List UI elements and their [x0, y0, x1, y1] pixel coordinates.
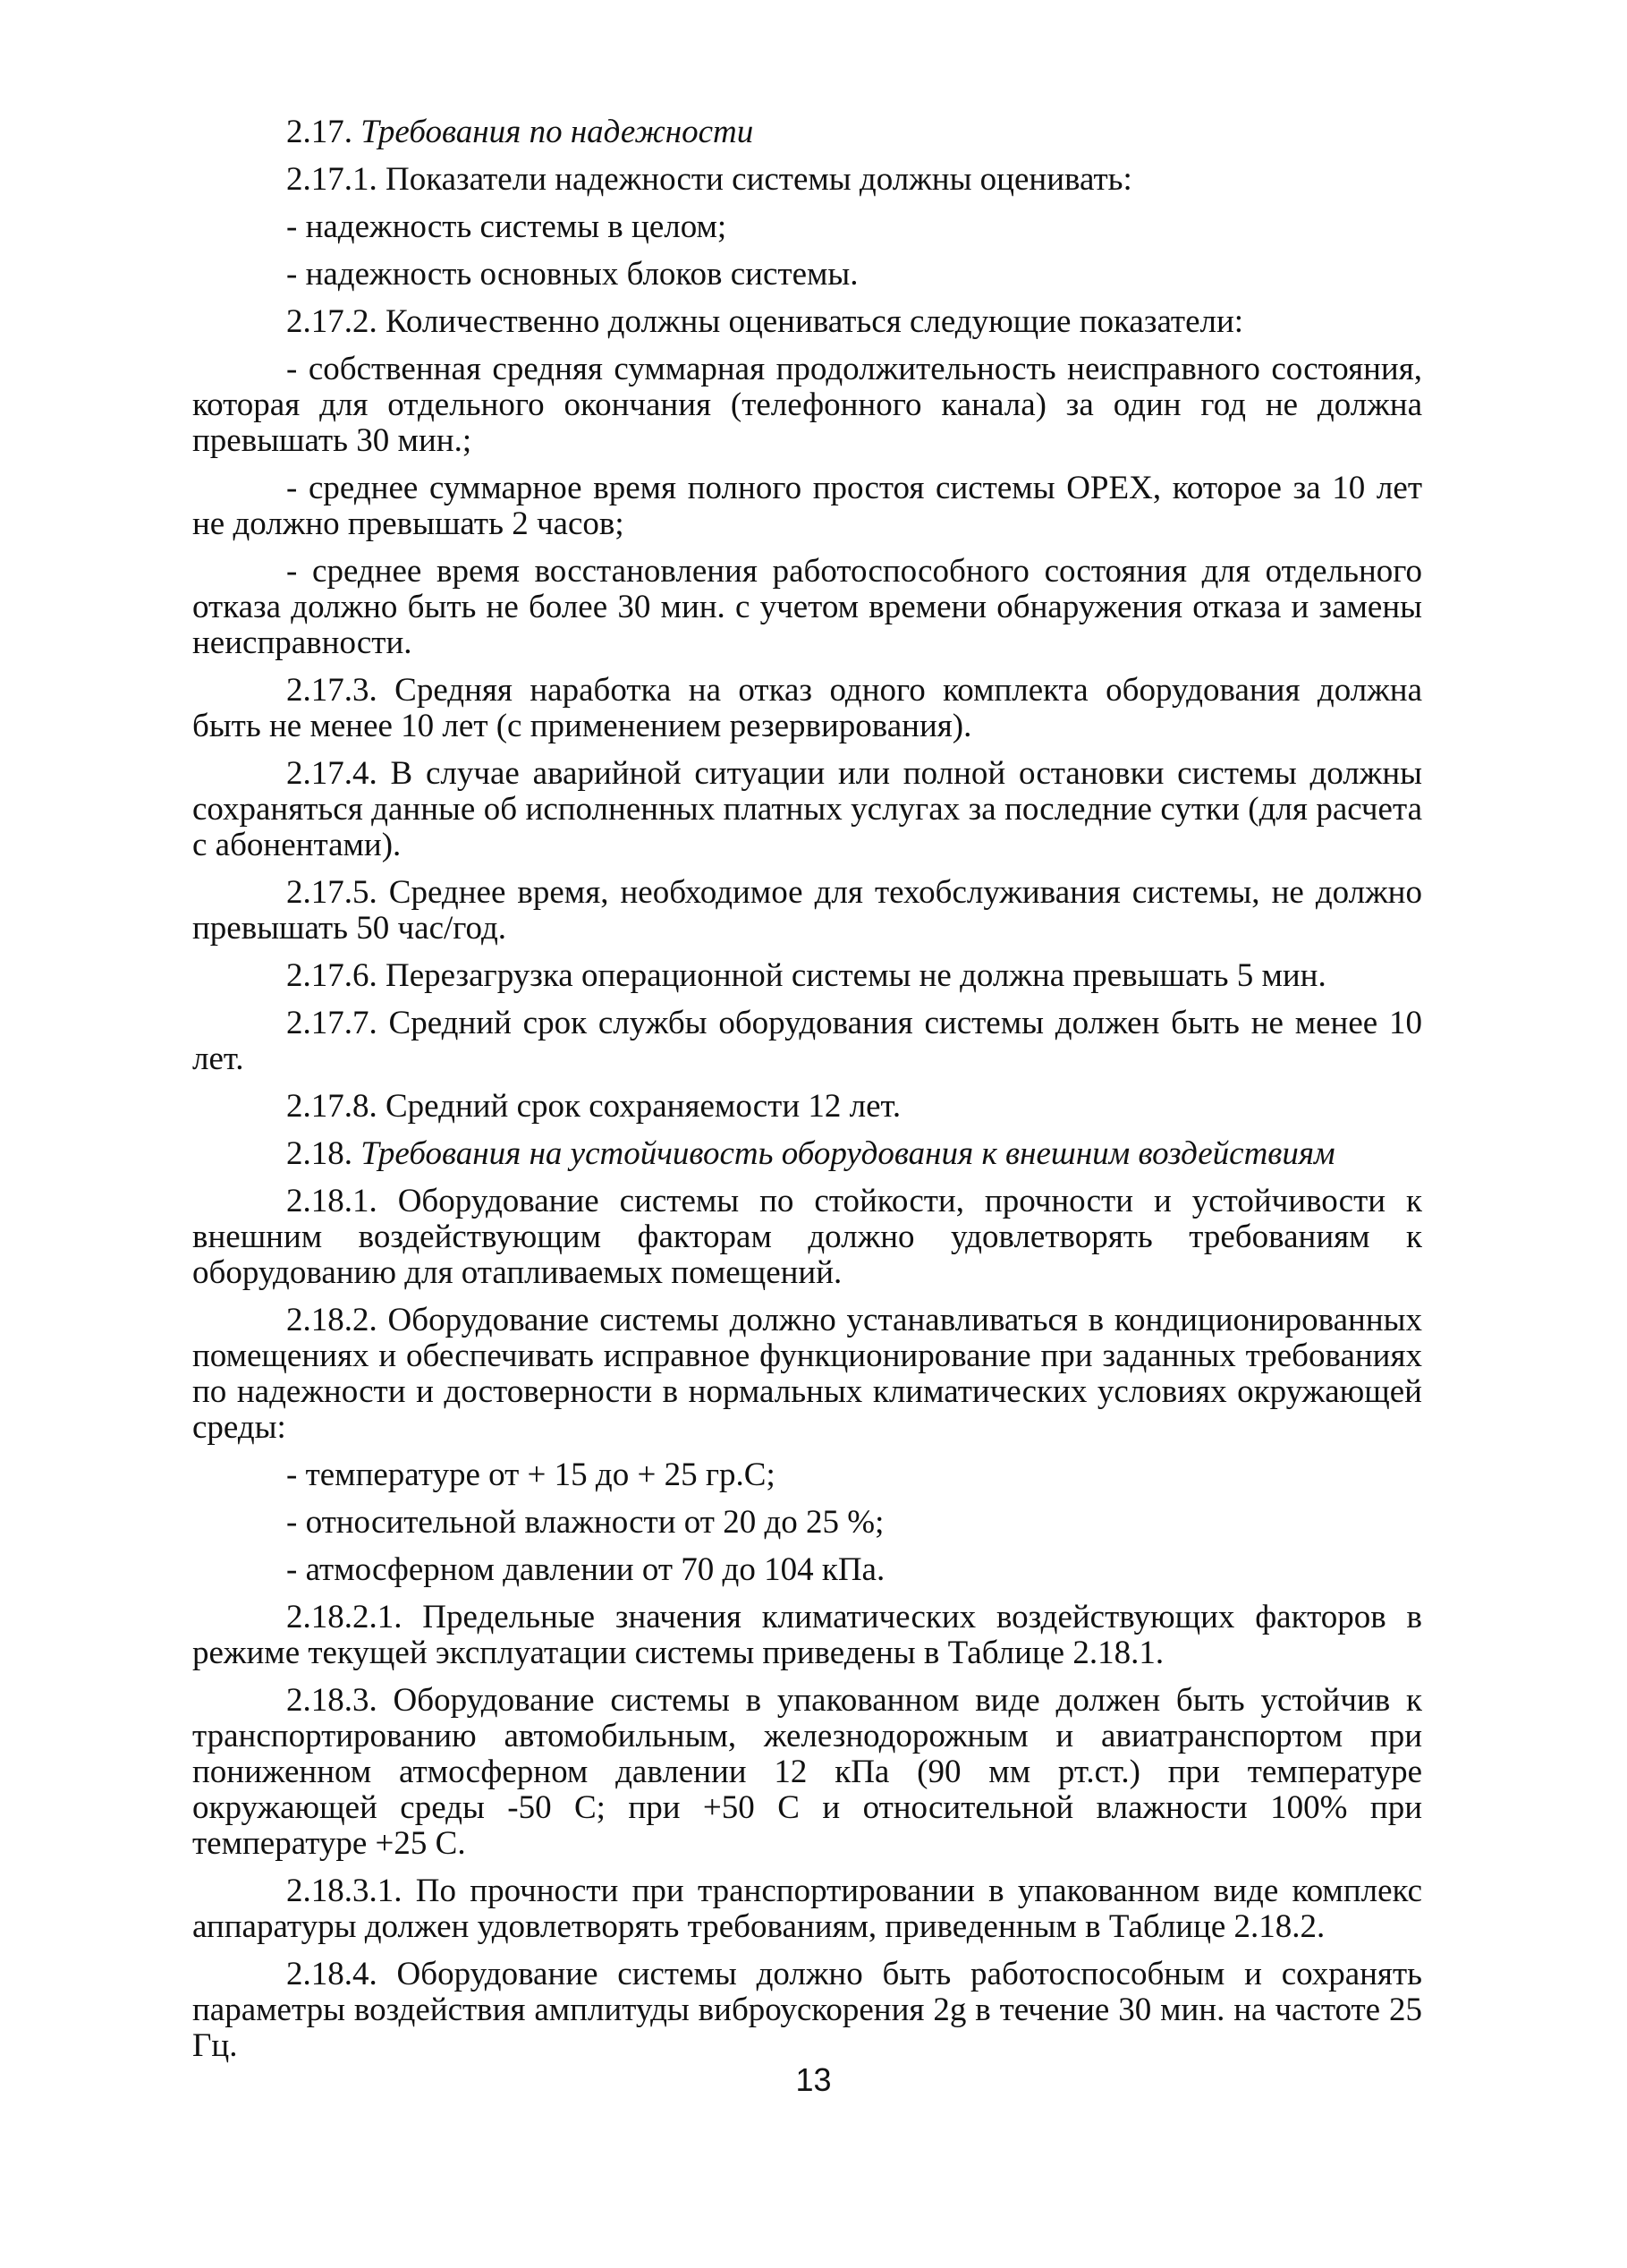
paragraph: 2.18.3.1. По прочности при транспортировании в упакованном виде комплекс аппаратуры должен удовлетворять требованиям, приведенным в Таблице 2.18.2.	[192, 1873, 1422, 1945]
paragraph: 2.17.8. Средний срок сохраняемости 12 лет.	[286, 1088, 902, 1125]
bullet-item: - среднее время восстановления работоспособного состояния для отдельного отказа должно быть не более 30 мин. с учетом времени обнаружения отказа и замены неисправности.	[192, 553, 1422, 661]
paragraph: 2.18.2. Оборудование системы должно устанавливаться в кондиционированных помещениях и обеспечивать исправное функционирование при заданных требованиях по надежности и достоверности в нормальных климатических условиях окружающей среды:	[192, 1302, 1422, 1446]
paragraph: 2.17.7. Средний срок службы оборудования системы должен быть не менее 10 лет.	[192, 1005, 1422, 1077]
section-heading-2-17	[192, 115, 1422, 150]
document-body	[192, 115, 1422, 2076]
paragraph: 2.17.4. В случае аварийной ситуации или полной остановки системы должны сохраняться данные об исполненных платных услугах за последние сутки (для расчета с абонентами).	[192, 755, 1422, 863]
paragraph: 2.17.6. Перезагрузка операционной системы не должна превышать 5 мин.	[286, 957, 1326, 994]
bullet-item: - надежность системы в целом;	[286, 208, 727, 245]
bullet-item: - атмосферном давлении от 70 до 104 кПа.	[286, 1551, 886, 1588]
section-number: 2.18.	[286, 1135, 352, 1172]
bullet-item: - надежность основных блоков системы.	[286, 256, 859, 293]
paragraph: 2.18.4. Оборудование системы должно быть работоспособным и сохранять параметры воздействия амплитуды виброускорения 2g в течение 30 мин. на частоте 25 Гц.	[192, 1956, 1422, 2064]
paragraph: 2.17.5. Среднее время, необходимое для техобслуживания системы, не должно превышать 50 час/год.	[192, 874, 1422, 947]
paragraph: 2.17.2. Количественно должны оцениваться следующие показатели:	[286, 303, 1244, 340]
section-heading-2-18	[192, 1136, 1422, 1172]
paragraph: 2.18.1. Оборудование системы по стойкости, прочности и устойчивости к внешним воздействующим факторам должно удовлетворять требованиям к оборудованию для отапливаемых помещений.	[192, 1183, 1422, 1291]
section-number: 2.17.	[286, 114, 352, 150]
paragraph: 2.18.3. Оборудование системы в упакованном виде должен быть устойчив к транспортированию автомобильным, железнодорожным и авиатранспортом при пониженном атмосферном давлении 12 кПа (90 мм рт.ст.) при температуре окружающей среды -50 С; при +50 С и относительной влажности 100% при температуре +25 С.	[192, 1682, 1422, 1862]
page-number: 13	[795, 2061, 832, 2098]
section-title: Требования по надежности	[360, 114, 754, 150]
paragraph: 2.17.3. Средняя наработка на отказ одного комплекта оборудования должна быть не менее 10 лет (с применением резервирования).	[192, 672, 1422, 744]
paragraph: 2.17.1. Показатели надежности системы должны оценивать:	[286, 161, 1132, 198]
paragraph: 2.18.2.1. Предельные значения климатических воздействующих факторов в режиме текущей эксплуатации системы приведены в Таблице 2.18.1.	[192, 1599, 1422, 1671]
bullet-item: - собственная средняя суммарная продолжительность неисправного состояния, которая для отдельного окончания (телефонного канала) за один год не должна превышать 30 мин.;	[192, 351, 1422, 459]
section-title: Требования на устойчивость оборудования к внешним воздействиям	[360, 1135, 1335, 1172]
bullet-item: - относительной влажности от 20 до 25 %;	[286, 1504, 885, 1541]
bullet-item: - температуре от + 15 до + 25 гр.С;	[286, 1457, 775, 1493]
bullet-item: - среднее суммарное время полного простоя системы OPEX, которое за 10 лет не должно превышать 2 часов;	[192, 470, 1422, 542]
